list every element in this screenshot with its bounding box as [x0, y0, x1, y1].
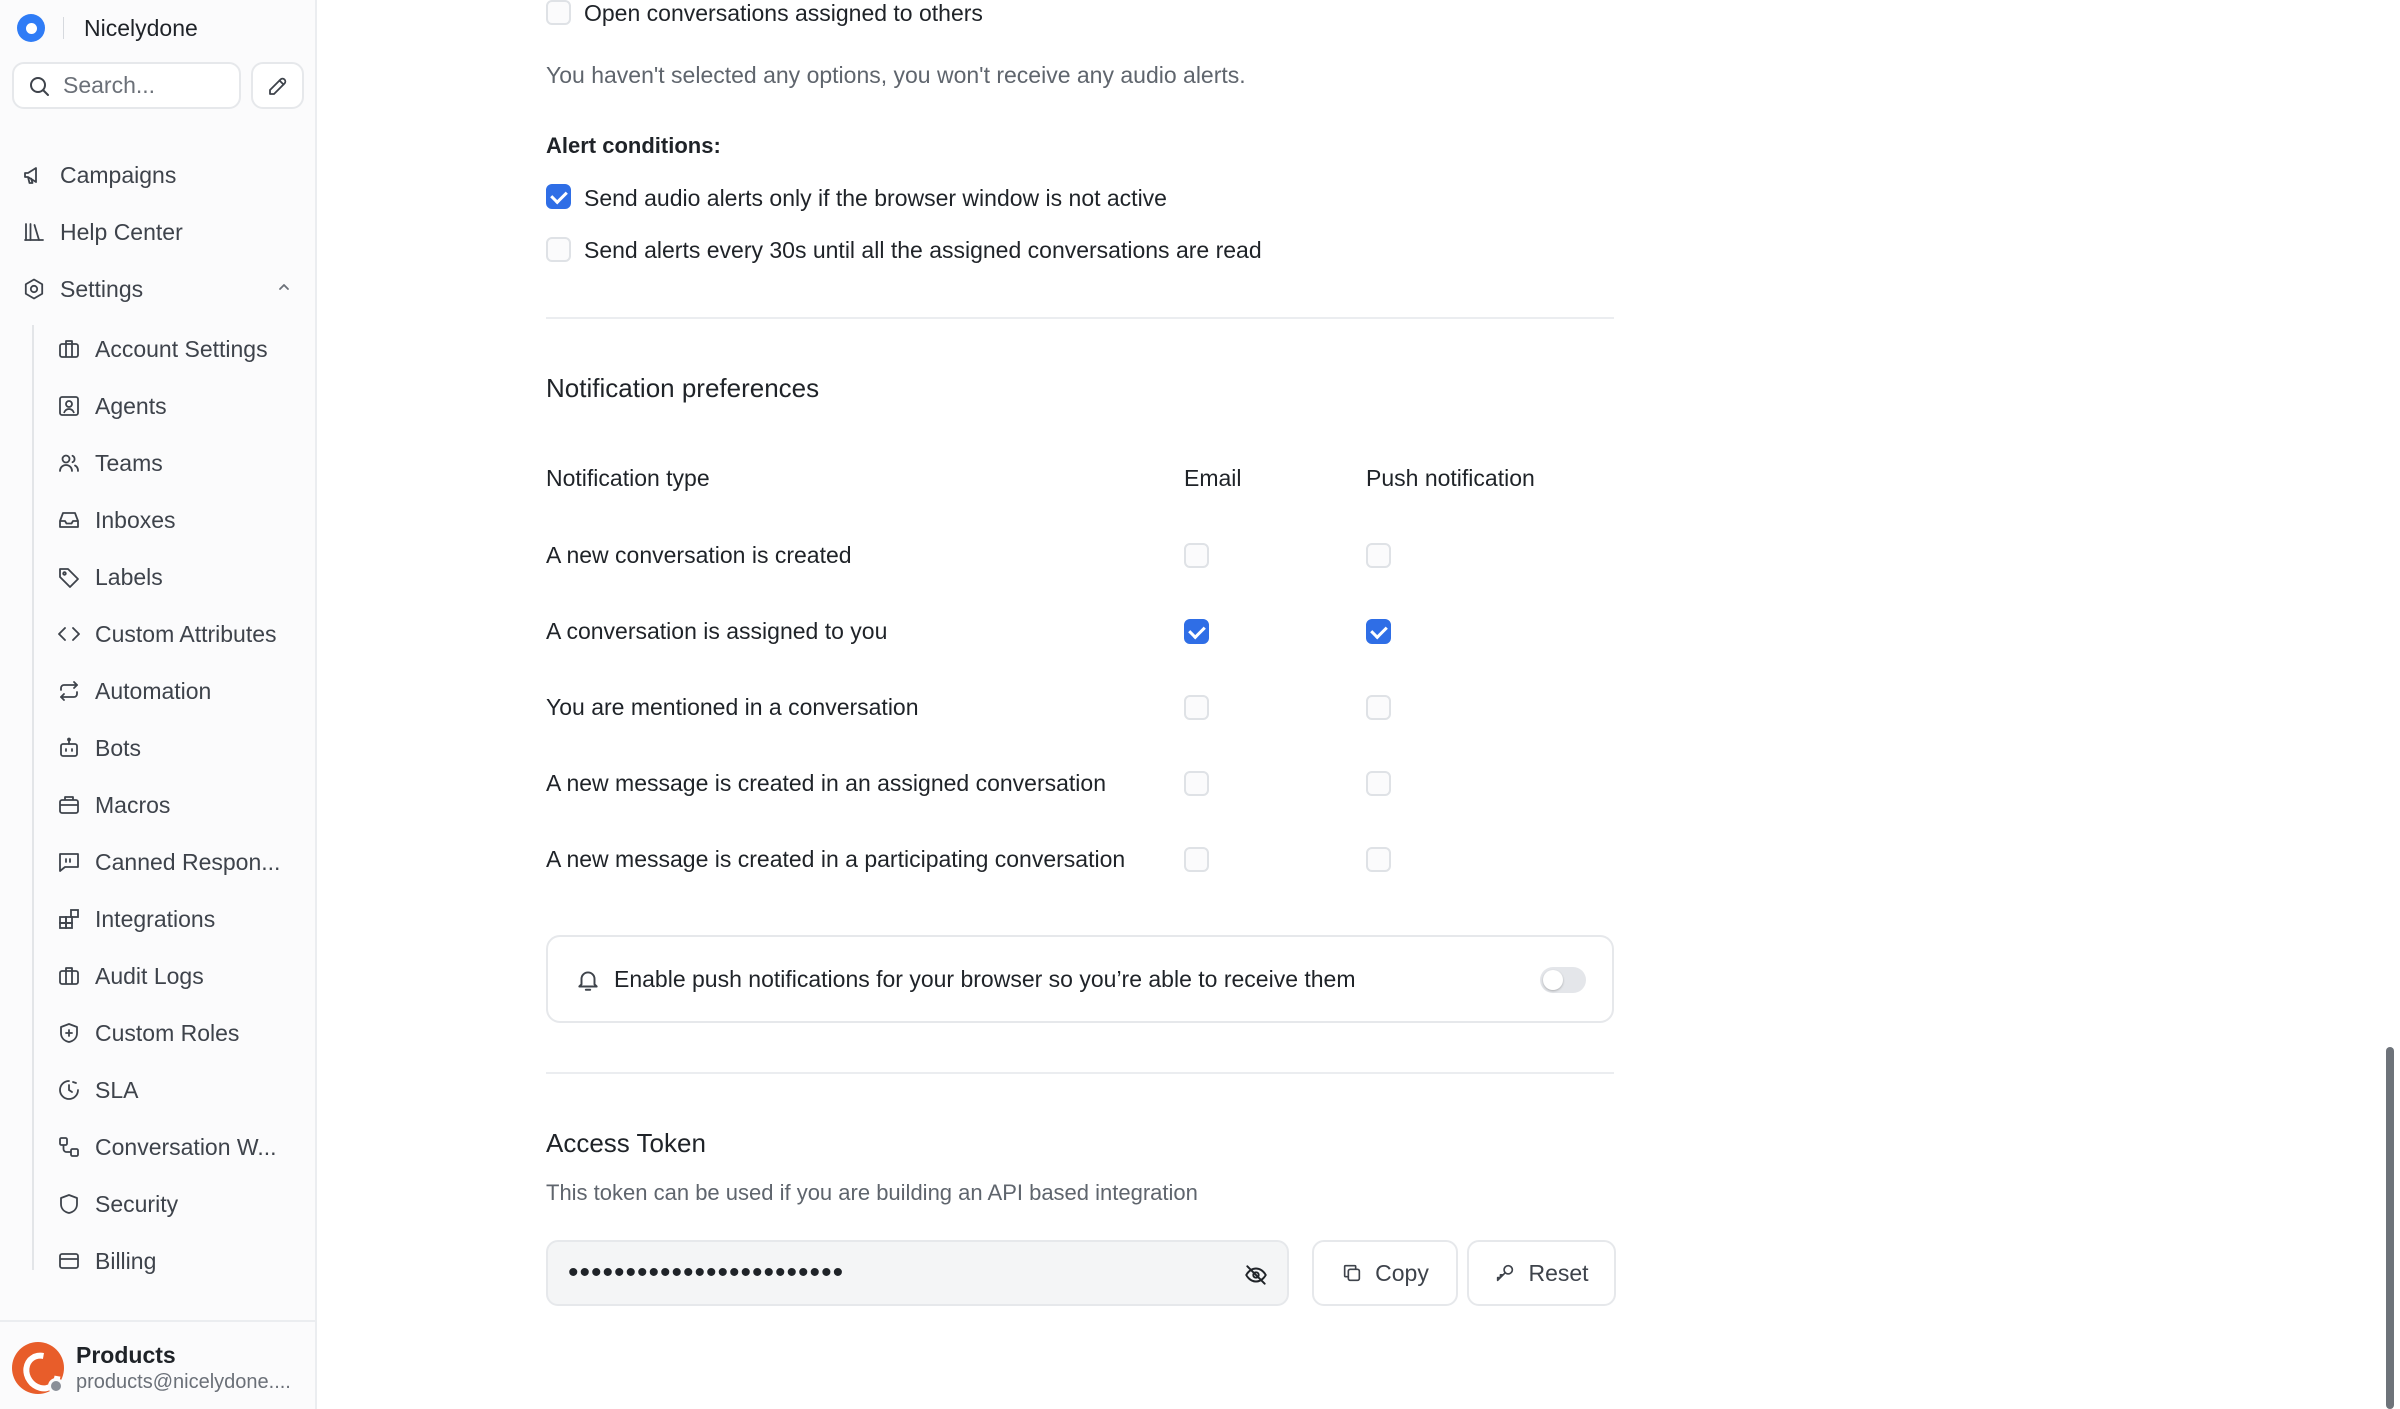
- sidebar-item-audit-logs[interactable]: [57, 956, 287, 996]
- sidebar-item-label: Integrations: [95, 905, 216, 932]
- alert-conditions-title: Alert conditions:: [546, 133, 721, 158]
- sidebar-item-custom-roles[interactable]: [57, 1013, 287, 1053]
- column-header-push: Push notification: [1366, 465, 1535, 491]
- sidebar-item-label: Macros: [95, 791, 171, 818]
- checkbox-email-new-conversation[interactable]: [1184, 543, 1209, 568]
- sidebar-item-teams[interactable]: [57, 443, 287, 483]
- settings-tree-line: [32, 325, 34, 1270]
- sidebar-item-label: Billing: [95, 1247, 157, 1274]
- access-token-title: Access Token: [546, 1128, 706, 1158]
- sidebar-item-label: Security: [95, 1190, 179, 1217]
- sidebar-item-label: Custom Roles: [95, 1019, 240, 1046]
- compose-button[interactable]: [251, 62, 304, 109]
- column-header-notification-type: Notification type: [546, 465, 710, 491]
- audio-option-label: Open conversations assigned to others: [584, 0, 983, 26]
- main-content: [319, 0, 2381, 1409]
- sidebar-item-help-center[interactable]: [22, 212, 183, 252]
- notification-row-label: A new message is created in a participating conversation: [546, 846, 1126, 872]
- sidebar-item-agents[interactable]: [57, 386, 287, 426]
- bot-icon: [57, 736, 81, 760]
- notification-row-label: A conversation is assigned to you: [546, 618, 888, 644]
- column-header-email: Email: [1184, 465, 1242, 491]
- checkbox-push-assigned[interactable]: [1366, 619, 1391, 644]
- user-square-icon: [57, 394, 81, 418]
- sidebar-item-label: Conversation W...: [95, 1133, 277, 1160]
- notification-row-label: A new conversation is created: [546, 542, 852, 568]
- checkbox-open-assigned-to-others[interactable]: [546, 0, 571, 25]
- sidebar-item-conversation-workflow[interactable]: [57, 1127, 287, 1167]
- access-token-description: This token can be used if you are building an API based integration: [546, 1180, 1198, 1205]
- sidebar-item-account-settings[interactable]: [57, 329, 287, 369]
- sidebar-item-label: SLA: [95, 1076, 139, 1103]
- sidebar-item-automation[interactable]: [57, 671, 287, 711]
- section-divider: [546, 1072, 1614, 1074]
- sidebar-item-label: Labels: [95, 563, 163, 590]
- sidebar-item-label: Bots: [95, 734, 142, 761]
- clock-icon: [57, 1078, 81, 1102]
- profile-email: products@nicelydone....: [76, 1371, 291, 1393]
- briefcase-icon: [57, 337, 81, 361]
- sidebar-item-security[interactable]: [57, 1184, 287, 1224]
- alert-condition-label: Send audio alerts only if the browser window is not active: [584, 185, 1167, 211]
- alert-condition-label: Send alerts every 30s until all the assigned conversations are read: [584, 237, 1262, 263]
- sidebar-item-sla[interactable]: [57, 1070, 287, 1110]
- bell-icon: [575, 967, 601, 993]
- search-box[interactable]: [12, 62, 241, 109]
- audio-empty-notice: You haven't selected any options, you won't receive any audio alerts.: [546, 62, 1246, 88]
- checkbox-push-assigned-message[interactable]: [1366, 771, 1391, 796]
- brand-logo-icon: [17, 14, 45, 42]
- checkbox-alert-window-inactive[interactable]: [546, 184, 571, 209]
- notification-row-label: You are mentioned in a conversation: [546, 694, 919, 720]
- checkbox-email-mentioned[interactable]: [1184, 695, 1209, 720]
- blocks-icon: [57, 907, 81, 931]
- notification-preferences-title: Notification preferences: [546, 373, 820, 403]
- profile-name: Products: [76, 1342, 176, 1368]
- message-quote-icon: [57, 850, 81, 874]
- sidebar-item-billing[interactable]: [57, 1241, 287, 1281]
- sidebar-item-label: Account Settings: [95, 335, 268, 362]
- shield-plus-icon: [57, 1021, 81, 1045]
- brand-name: Nicelydone: [84, 14, 198, 41]
- push-notification-banner: [546, 935, 1614, 1023]
- sidebar: [0, 0, 317, 1409]
- shield-icon: [57, 1192, 81, 1216]
- sidebar-item-label: Campaigns: [60, 161, 177, 188]
- checkbox-email-participating-message[interactable]: [1184, 847, 1209, 872]
- workflow-icon: [57, 1135, 81, 1159]
- search-icon: [27, 74, 51, 98]
- sidebar-item-label: Audit Logs: [95, 962, 204, 989]
- checkbox-push-participating-message[interactable]: [1366, 847, 1391, 872]
- inbox-icon: [57, 508, 81, 532]
- code-icon: [57, 622, 81, 646]
- copy-label: Copy: [1375, 1259, 1429, 1286]
- eye-off-icon[interactable]: [1243, 1262, 1269, 1288]
- checkbox-push-mentioned[interactable]: [1366, 695, 1391, 720]
- toolbox-icon: [57, 793, 81, 817]
- sidebar-item-label: Inboxes: [95, 506, 176, 533]
- notification-row-label: A new message is created in an assigned conversation: [546, 770, 1106, 796]
- people-icon: [57, 451, 81, 475]
- megaphone-icon: [22, 163, 46, 187]
- checkbox-alert-every-30s[interactable]: [546, 237, 571, 262]
- access-token-value: ••••••••••••••••••••••••: [568, 1256, 845, 1289]
- sidebar-item-label: Canned Respon...: [95, 848, 281, 875]
- sidebar-item-label: Agents: [95, 392, 167, 419]
- pencil-icon: [266, 74, 290, 98]
- profile-menu[interactable]: [0, 1320, 317, 1409]
- sidebar-item-settings[interactable]: [22, 269, 143, 309]
- sidebar-item-label: Settings: [60, 275, 144, 302]
- checkbox-email-assigned[interactable]: [1184, 619, 1209, 644]
- briefcase-icon: [57, 964, 81, 988]
- sidebar-item-inboxes[interactable]: [57, 500, 287, 540]
- reset-label: Reset: [1528, 1259, 1589, 1286]
- copy-token-button[interactable]: [1312, 1240, 1458, 1306]
- sidebar-item-macros[interactable]: [57, 785, 287, 825]
- checkbox-push-new-conversation[interactable]: [1366, 543, 1391, 568]
- sidebar-item-custom-attributes[interactable]: [57, 614, 287, 654]
- brand-divider: [63, 17, 64, 39]
- sidebar-item-bots[interactable]: [57, 728, 287, 768]
- sidebar-item-label: Help Center: [60, 218, 183, 245]
- page-scrollbar[interactable]: [2386, 1047, 2394, 1409]
- repeat-icon: [57, 679, 81, 703]
- search-input[interactable]: [63, 72, 233, 99]
- copy-icon: [1341, 1262, 1363, 1284]
- brand[interactable]: [17, 12, 198, 44]
- access-token-field[interactable]: [546, 1240, 1289, 1306]
- sidebar-item-label: Automation: [95, 677, 212, 704]
- checkbox-email-assigned-message[interactable]: [1184, 771, 1209, 796]
- sidebar-item-canned-responses[interactable]: [57, 842, 287, 882]
- section-divider: [546, 317, 1614, 319]
- sidebar-item-label: Teams: [95, 449, 163, 476]
- status-dot: [48, 1378, 64, 1394]
- key-icon: [1494, 1262, 1516, 1284]
- chevron-up-icon[interactable]: [276, 279, 292, 295]
- reset-token-button[interactable]: [1467, 1240, 1616, 1306]
- sidebar-item-labels[interactable]: [57, 557, 287, 597]
- library-icon: [22, 220, 46, 244]
- sidebar-item-campaigns[interactable]: [22, 155, 176, 195]
- settings-icon: [22, 277, 46, 301]
- sidebar-item-integrations[interactable]: [57, 899, 287, 939]
- push-notification-toggle[interactable]: [1540, 967, 1586, 993]
- push-banner-text: Enable push notifications for your browser so you’re able to receive them: [614, 966, 1356, 992]
- credit-card-icon: [57, 1249, 81, 1273]
- tag-icon: [57, 565, 81, 589]
- sidebar-item-label: Custom Attributes: [95, 620, 277, 647]
